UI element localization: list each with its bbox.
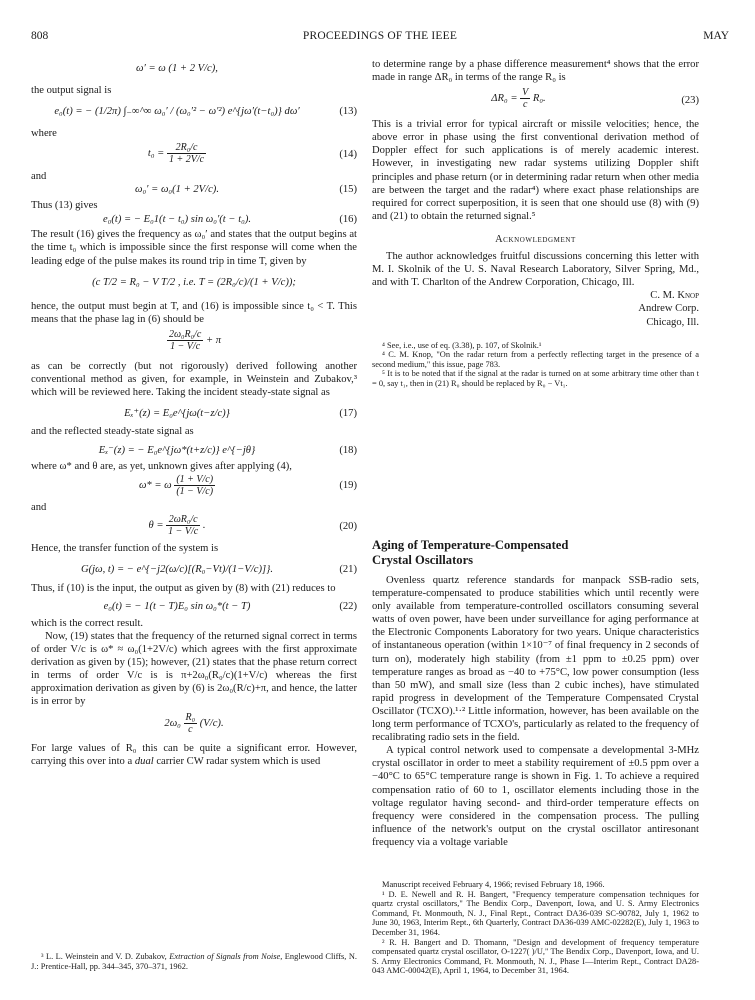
equation-20: θ = $\frac{\text{2ωR₀/c}}{1 - V/c}$ . (20) [148, 514, 357, 538]
footnote-3: ³ L. L. Weinstein and V. D. Zubakov, Extraction of Signals from Noise, Englewood Cliffs, N. J.: Prentice-Hall, pp. 344–345, 370–371, 1962. [31, 952, 357, 971]
paragraph: The result (16) gives the frequency as ω₀′ and states that the output begins at the time t₀ which is impossible since the first response will come when the leading edge of the pulse makes its round trip in time T, given by [31, 229, 357, 267]
footnote: ⁴ See, i.e., use of eq. (3.38), p. 107, of Skolnik.¹ [382, 340, 542, 350]
paragraph: Now, (19) states that the frequency of the returned signal correct in terms of order V/c is ω* ≈ ω₀(1+2V/c) which agrees with the first approximate derivation as given by (15); however, (21) states that the phase return correct in terms of order V/c is is π+2ω₀(R₀/c)(1+V/c) whereas the first approximation derivation as given by (6) is 2ω₀(R/c)+π, and hence, the latter is in error by [31, 630, 357, 708]
signature-block [372, 289, 699, 328]
page-number: 808 [31, 30, 49, 42]
footnote: ⁴ C. M. Knop, "On the radar return from a perfectly reflecting target in the presence of a second medium," this issue, page 783. [372, 350, 699, 369]
journal-title: PROCEEDINGS OF THE IEEE [302, 30, 458, 42]
paragraph: For large values of R₀ this can be quite a significant error. However, carrying this over into a dual carrier CW radar system which is used [31, 743, 357, 768]
article-footnotes [372, 880, 699, 976]
manuscript-received: Manuscript received February 4, 1966; revised February 18, 1966. [382, 880, 605, 889]
equation-phase-lag: $\frac{\text{2ω₀R₀/c}}{1 - V/c}$ + π [168, 328, 222, 352]
text-and: and [31, 502, 47, 514]
text-hence: Hence, the transfer function of the system is [31, 543, 219, 555]
paragraph: A typical control network used to compensate a developmental 3-MHz crystal oscillator in order to meet a stability requirement of ±0.5 ppm over a −40°C to 65°C temperature range is shown in Fig. 1. To achieve a required compensation ratio of 60 to 1, oscillator elements including those in the voltage regulator having second- and third-order temperature effects on frequency were considered in the compensation process. The pulling influence of the network's output on the crystal oscillator antiresonant frequency via a voltage variable [372, 745, 699, 848]
paragraph: hence, the output must begin at T, and (16) is impossible since t₀ < T. This means that the phase lag in (6) should be [31, 300, 357, 325]
equation-21: G(jω, t) = − e^{−j2(ω/c)[(R₀−Vt)/(1−V/c)]}. (21) [80, 563, 357, 575]
article-aging-tcxo [372, 538, 699, 849]
right-column [372, 58, 699, 389]
paragraph: as can be correctly (but not rigorously) derived following another conventional method as given, for example, in Weinstein and Zubakov,³ which will be reviewed here. Taking the incident steady-state signal as [31, 360, 357, 399]
text-where: where [31, 128, 57, 140]
equation-14: t₀ = $\frac{\text{2R₀/c}}{1 + 2V/c}$ (14) [147, 142, 357, 166]
equation-18: Eₓ⁻(z) = − E₀e^{jω*(t+z/c)} e^{−jθ} (18) [98, 445, 357, 457]
equation-23: ΔR₀ = $\frac{V}{c}$ R₀. (23) [491, 87, 699, 111]
paragraph: Ovenless quartz reference standards for manpack SSB-radio sets, temperature-compensated to produce stabilities which until recently were only available from temperature-controlled oscillators consuming several watts of oven power, have been under surveillance for aging performance at the Electronic Components Laboratory for two years. Unique characteristics of instantaneous operation (within 1×10⁻⁷ of final frequency in 2 seconds of turn on), moderately high stability (from ±1 ppm to ±0.25 ppm) over temperature ranges as broad as −40 to +75°C, low power consumption (less than 50 mW), and small size (less than 2 cubic inches), have stimulated rapid progress in development of the Temperature Compensated Crystal Oscillator (TCXO).¹·² Little information, however, has been available on the long term performance of TCXO's, particularly as related to the frequency of recalibrating radio sets in the field. [372, 575, 699, 744]
author-affiliation: Andrew Corp. [638, 303, 699, 315]
footnotes [372, 341, 699, 389]
article-title-line-1: Aging of Temperature-Compensated [372, 538, 569, 552]
equation-error: 2ω₀ $\frac{\text{R₀}}{c}$ (V/c). [164, 712, 224, 736]
text-thus: Thus (13) gives [31, 200, 98, 212]
equation-16: e₀(t) = − E₀1(t − t₀) sin ω₀′(t − t₀). (16) [102, 214, 357, 226]
author-name: C. M. Knop [650, 290, 699, 302]
acknowledgment-heading: Acknowledgment [495, 233, 576, 245]
equation-round-trip-time: (c T/2 = R₀ − V T/2 , i.e. T = (2R₀/c)/(1 + V/c)); [92, 276, 296, 288]
paragraph: to determine range by a phase difference measurement⁴ shows that the error made in range ΔR₀ in terms of the range R₀ is [372, 59, 699, 84]
equation-15: ω₀′ = ω₀(1 + 2V/c). (15) [135, 184, 357, 196]
equation-19: ω* = ω $\frac{(1 + V/c)}{(1 - V/c)}$ (19) [138, 474, 357, 498]
paragraph: This is a trivial error for typical aircraft or missile velocities; hence, the above error in phase using the first conventional derivation method of Doppler effect for such applications is of merely academic interest. However, in investigating new radar systems utilizing Doppler shift principles and phase return (or in determining radar return when other media are between the target and the radar⁴) where exact phase relationships are required for correct superposition, it is seen that one should use (8) with (9) and (21) to obtain the returned signal.⁵ [372, 119, 699, 222]
text-correct-result: which is the correct result. [31, 617, 144, 629]
issue-month: MAY [703, 30, 729, 42]
article-title-line-2: Crystal Oscillators [372, 553, 474, 567]
text-and: and [31, 171, 47, 183]
equation-omega-prime: ω′ = ω (1 + 2 V/c), [136, 63, 218, 74]
text-reflected: and the reflected steady-state signal as [31, 426, 194, 438]
footnote: ⁵ It is to be noted that if the signal at the radar is turned on at some arbitrary time other than t = 0, say t₁, then in (21) R₀ should be replaced by R₀ − Vt₁. [372, 369, 699, 388]
text-where-unknown: where ω* and θ are, as yet, unknown gives after applying (4), [31, 461, 292, 473]
running-header [31, 30, 729, 44]
acknowledgment-text: The author acknowledges fruitful discussions concerning this letter with M. I. Skolnik of the U. S. Naval Research Laboratory, Silver Spring, Md., and with T. Charlton of the Andrew Corporation, Chicago, Ill. [372, 251, 699, 289]
equation-17: Eₓ⁺(z) = E₀e^{jω(t−z/c)} (17) [124, 408, 357, 420]
footnote: ² R. H. Bangert and D. Thomann, "Design and development of frequency temperature compensated quartz crystal oscillator, O-1227( )/U," The Bendix Corp., Davenport, Iowa, and U. S. Army Electronics Command, Ft. Monmouth, N. J., Phase I—Interim Rept., Contract DA28-043 AMC-00042(E), April 1, 1964, to December 31, 1964. [372, 937, 699, 976]
left-column [31, 58, 357, 768]
paragraph: Thus, if (10) is the input, the output as given by (8) with (21) reduces to [31, 582, 336, 594]
equation-13: e₀(t) = − (1/2π) ∫₋∞^∞ ω₀′ / (ω₀′² − ω′²) e^{jω′(t−t₀)} dω′ (13) [54, 106, 357, 118]
author-city: Chicago, Ill. [646, 316, 699, 328]
footnote: ¹ D. E. Newell and R. H. Bangert, "Frequency temperature compensation techniques for quartz crystal oscillators," The Bendix Corp., Davenport, Iowa, and U. S. Army Electronics Command, Ft. Monmouth, N. J., Final Rept., Contract DA36-039 SC-90782, July 1, 1962 to June 30, 1963, Interim Rept., 6th Quarterly, Contract DA36-039 AMC-02282(E), July 1, 1963 to December 31, 1964. [372, 889, 699, 937]
text-output-signal: the output signal is [31, 85, 112, 96]
equation-22: e₀(t) = − 1(t − T)E₀ sin ω₀*(t − T) (22) [103, 600, 357, 612]
